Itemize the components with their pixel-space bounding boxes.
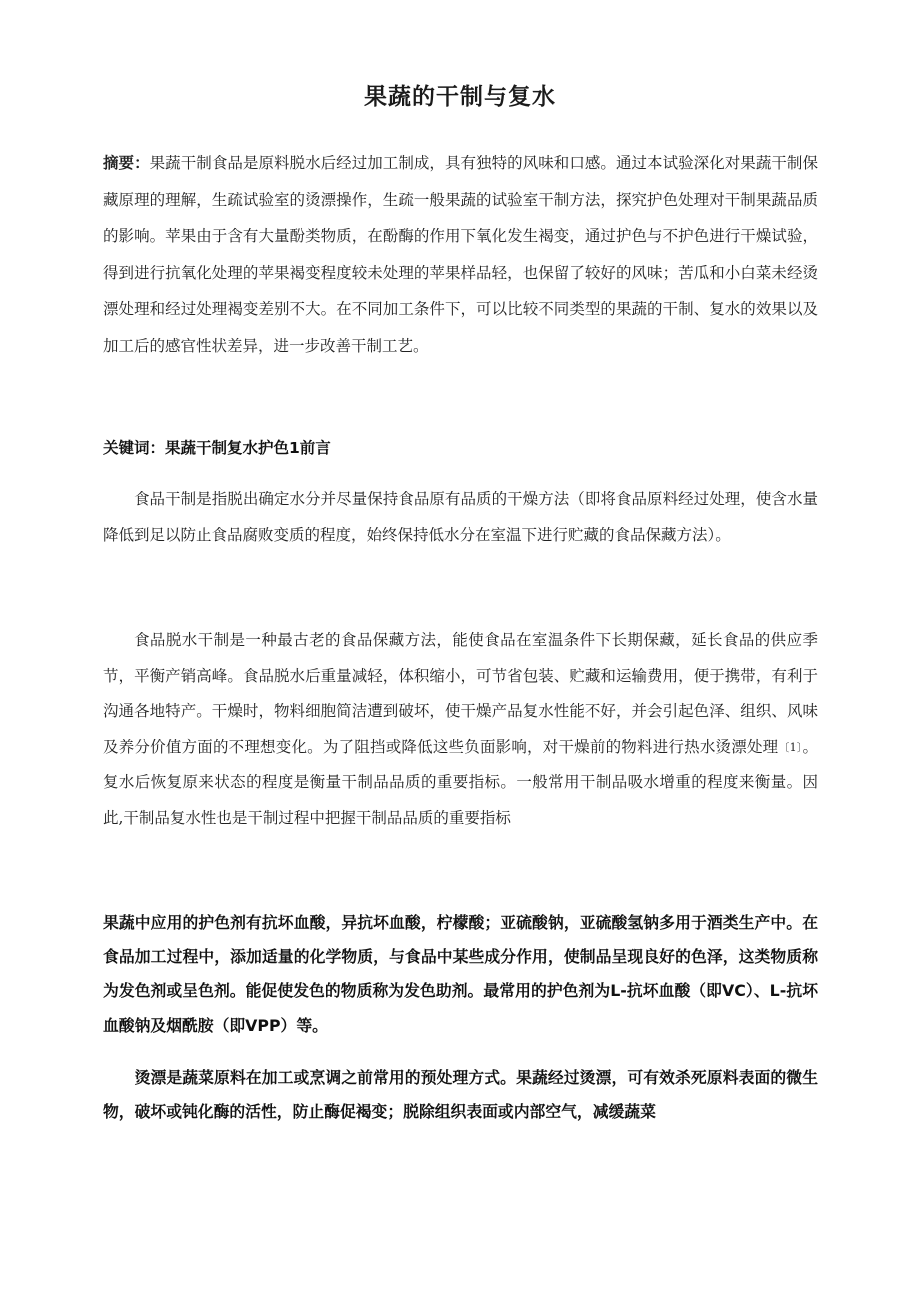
citation-reference: 〔1〕 <box>778 740 803 754</box>
paragraph-text: 。复水后恢复原来状态的程度是衡量干制品品质的重要指标。一般常用干制品吸水增重的程度来衡量。因此,干制品复水性也是干制过程中把握干制品品质的重要指标 <box>103 737 818 827</box>
abstract-text: 果蔬干制食品是原料脱水后经过加工制成，具有独特的风味和口感。通过本试验深化对果蔬干制保藏原理的理解，生疏试验室的烫漂操作，生疏一般果蔬的试验室干制方法，探究护色处理对干制果蔬品质的影响。苹果由于含有大量酚类物质，在酚酶的作用下氧化发生褐变，通过护色与不护色进行干燥试验，得到进行抗氧化处理的苹果褐变程度较未处理的苹果样品轻，也保留了较好的风味；苦瓜和小白菜未经烫漂处理和经过处理褐变差别不大。在不同加工条件下，可以比较不同类型的果蔬的干制、复水的效果以及加工后的感官性状差异，进一步改善干制工艺。 <box>103 154 818 355</box>
paragraph-food-drying-definition: 食品干制是指脱出确定水分并尽量保持食品原有品质的干燥方法（即将食品原料经过处理，使含水量降低到足以防止食品腐败变质的程度，始终保持低水分在室温下进行贮藏的食品保藏方法）。 <box>103 490 818 544</box>
abstract-paragraph <box>103 145 818 365</box>
paragraph-text: 食品脱水干制是一种最古老的食品保藏方法，能使食品在室温条件下长期保藏，延长食品的供应季节，平衡产销高峰。食品脱水后重量减轻，体积缩小，可节省包装、贮藏和运输费用，便于携带，有利于沟通各地特产。干燥时，物料细胞简洁遭到破坏，使干燥产品复水性能不好，并会引起色泽、组织、风味及养分价值方面的不理想变化。为了阻挡或降低这些负面影响，对干燥前的物料进行热水烫漂处理 <box>103 631 818 756</box>
document-title: 果蔬的干制与复水 <box>364 84 556 110</box>
abstract-label: 摘要： <box>103 154 150 172</box>
keywords-line: 关键词：果蔬干制复水护色1前言 <box>103 439 331 457</box>
paragraph-blanching: 烫漂是蔬菜原料在加工或烹调之前常用的预处理方式。果蔬经过烫漂，可有效杀死原料表面的微生物，破坏或钝化酶的活性，防止酶促褐变；脱除组织表面或内部空气，减缓蔬菜 <box>103 1068 818 1121</box>
paragraph-dehydration-history <box>103 623 818 837</box>
paragraph-color-protectants: 果蔬中应用的护色剂有抗坏血酸，异抗坏血酸，柠檬酸；亚硫酸钠，亚硫酸氢钠多用于酒类生产中。在食品加工过程中，添加适量的化学物质，与食品中某些成分作用，使制品呈现良好的色泽，这类物质称为发色剂或呈色剂。能促使发色的物质称为发色助剂。最常用的护色剂为L-抗坏血酸（即VC）、L-抗坏血酸钠及烟酰胺（即VPP）等。 <box>103 913 818 1035</box>
